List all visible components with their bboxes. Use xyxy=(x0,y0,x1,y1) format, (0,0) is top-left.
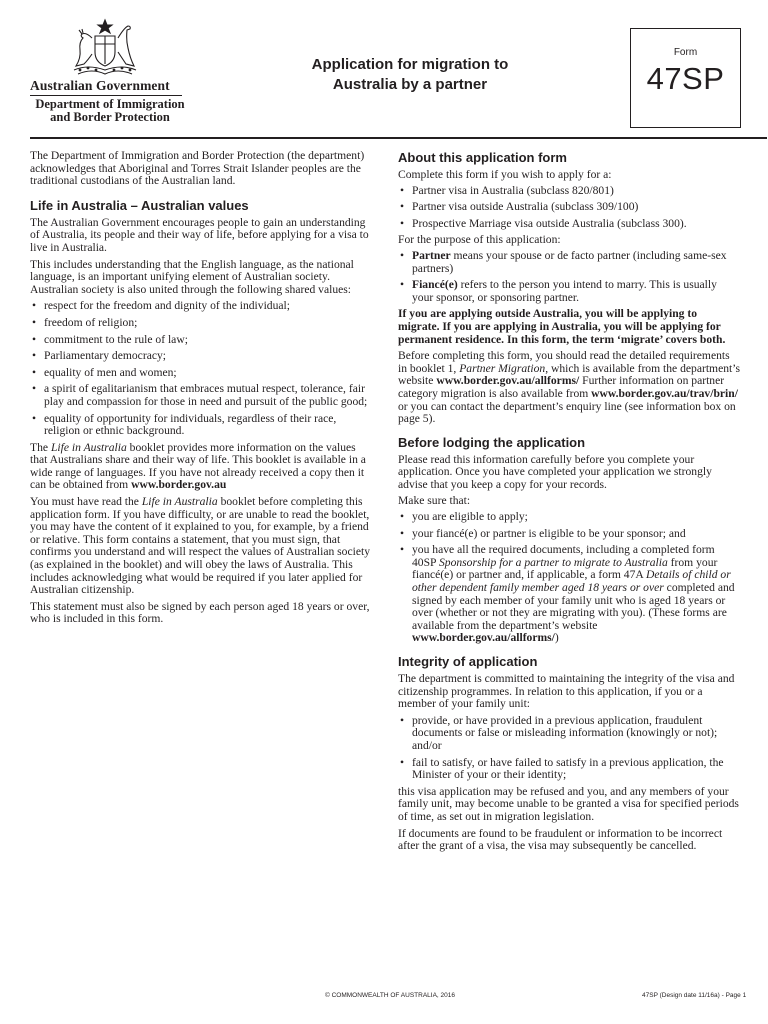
before-lodging-heading: Before lodging the application xyxy=(398,434,586,450)
government-name: Australian Government xyxy=(30,78,170,93)
list-item: • provide, or have provided in a previous application, fraudulent documents or false or misleading information (knowingly or not); and/or xyxy=(398,715,740,753)
values-list xyxy=(30,300,370,437)
list-item: • Partner visa outside Australia (subclass 309/100) xyxy=(398,201,740,214)
form-number-box xyxy=(630,28,741,128)
purpose-text: For the purpose of this application: xyxy=(398,233,561,247)
coat-of-arms-logo xyxy=(62,18,148,78)
integrity-paragraph-3: If documents are found to be fraudulent or information to be incorrect after the grant of a visa, the visa may subsequently be cancelled. xyxy=(398,826,723,853)
form-title-line-1: Application for migration to xyxy=(311,56,509,73)
right-column xyxy=(398,150,740,857)
form-title-line-2: Australia by a partner xyxy=(332,76,488,93)
australian-values-heading: Life in Australia – Australian values xyxy=(30,197,249,213)
integrity-paragraph-1: The department is committed to maintaining the integrity of the visa and citizenship programmes. In relation to this application, if you or a member of your family unit: xyxy=(398,672,735,711)
list-item: • Fiancé(e) refers to the person you intend to marry. This is usually your sponsor, or sponsoring partner. xyxy=(398,279,740,304)
migrate-note: If you are applying outside Australia, you will be applying to migrate. If you are applying in Australia, you will be applying for permanent residence. In this form, the term ‘migrate’ covers both. xyxy=(398,307,726,346)
integrity-list xyxy=(398,715,740,782)
list-item: • equality of opportunity for individuals, regardless of their race, religion or ethnic background. xyxy=(30,413,370,438)
checklist xyxy=(398,511,740,645)
list-item: • commitment to the rule of law; xyxy=(30,334,370,347)
values-paragraph-1: The Australian Government encourages people to gain an understanding of Australia, its people and their way of life, before applying for a visa to live in Australia. xyxy=(30,215,369,254)
list-item: • you are eligible to apply; xyxy=(398,511,740,524)
department-line-2: and Border Protection xyxy=(50,110,170,124)
page-number-footer: 47SP (Design date 11/16a) - Page 1 xyxy=(642,992,747,999)
list-item: • your fiancé(e) or partner is eligible to be your sponsor; and xyxy=(398,528,740,541)
life-in-australia-paragraph: The Life in Australia booklet provides more information on the values that Australians share and their way of life. This booklet is available in a wide range of languages. If you have not already received a copy then it can be obtained from www.border.gov.au xyxy=(30,440,366,492)
list-item: • equality of men and women; xyxy=(30,367,370,380)
list-item: • a spirit of egalitarianism that embraces mutual respect, tolerance, fair play and compassion for those in need and pursuit of the public good; xyxy=(30,383,370,408)
form-number: 47SP xyxy=(646,61,725,96)
list-item: • respect for the freedom and dignity of the individual; xyxy=(30,300,370,313)
values-paragraph-2: This includes understanding that the English language, as the national language, is an important unifying element of Australian society. Australian society is also united through the following shared values: xyxy=(30,257,354,296)
border-website-link[interactable]: www.border.gov.au xyxy=(131,478,227,492)
header-divider xyxy=(30,137,767,139)
form-label: Form xyxy=(673,47,698,58)
allforms-link[interactable]: www.border.gov.au/allforms/ xyxy=(412,631,555,645)
list-item: • fail to satisfy, or have failed to satisfy in a previous application, the Minister of your or their identity; xyxy=(398,757,740,782)
integrity-heading: Integrity of application xyxy=(398,654,538,669)
make-sure-text: Make sure that: xyxy=(398,494,471,508)
signature-requirement-paragraph: This statement must also be signed by each person aged 18 years or over, who is included in this form. xyxy=(30,599,370,626)
form-title xyxy=(265,55,555,95)
before-lodging-paragraph: Please read this information carefully before you complete your application. Once you have completed your application we strongly advise that you keep a copy for your records. xyxy=(398,452,712,491)
allforms-link[interactable]: www.border.gov.au/allforms/ xyxy=(436,374,580,388)
integrity-paragraph-2: this visa application may be refused and you, and any members of your family unit, may become unable to be granted a visa for specified periods of time, as set out in migration legislation. xyxy=(398,784,739,823)
about-intro: Complete this form if you wish to apply for a: xyxy=(398,168,612,181)
acknowledgement-paragraph: The Department of Immigration and Border Protection (the department) acknowledges that Aboriginal and Torres Strait Islander peoples are the traditional custodians of the Australian land. xyxy=(30,149,365,188)
booklet-requirement-paragraph: You must have read the Life in Australia booklet before completing this application form. If you have difficulty, or are unable to read the booklet, you may have the content of it explained to you, for example, by a friend or relative. This form contains a statement, that you must sign, that confirms you understand and will respect the values of Australian society (as explained in the booklet) and will obey the laws of Australia. This includes acknowledging what would be required if you later applied for Australian citizenship. xyxy=(30,495,370,597)
list-item: • Parliamentary democracy; xyxy=(30,350,370,363)
department-name xyxy=(30,98,190,124)
list-item: • Partner visa in Australia (subclass 820/801) xyxy=(398,185,740,198)
brin-link[interactable]: www.border.gov.au/trav/brin/ xyxy=(591,386,738,400)
department-line-1: Department of Immigration xyxy=(35,97,185,111)
about-form-heading: About this application form xyxy=(398,150,567,165)
read-booklet-paragraph: Before completing this form, you should read the detailed requirements in booklet 1, Partner Migration, which is available from the department’s website www.border.gov.au/allforms/ Further information on partner category migration is also available from www.border.gov.au/trav/brin/ or you can contact the department’s enquiry line (see information box on page 5). xyxy=(398,349,740,426)
visa-list xyxy=(398,185,740,231)
list-item: • Prospective Marriage visa outside Australia (subclass 300). xyxy=(398,218,740,231)
definitions-list xyxy=(398,250,740,304)
list-item: • Partner means your spouse or de facto partner (including same-sex partners) xyxy=(398,250,740,275)
list-item: • freedom of religion; xyxy=(30,317,370,330)
list-item: • you have all the required documents, including a completed form 40SP Sponsorship for a partner to migrate to Australia from your fiancé(e) or partner and, if applicable, a form 47A Details of child or other dependent family member aged 18 years or over completed and signed by each member of your family unit who is aged 18 years or over (whether or not they are migrating with you). (These forms are available from the department’s website www.border.gov.au/allforms/) xyxy=(398,544,740,645)
left-column xyxy=(30,150,370,630)
copyright-footer: © COMMONWEALTH OF AUSTRALIA, 2016 xyxy=(325,992,455,999)
government-divider xyxy=(30,95,182,96)
